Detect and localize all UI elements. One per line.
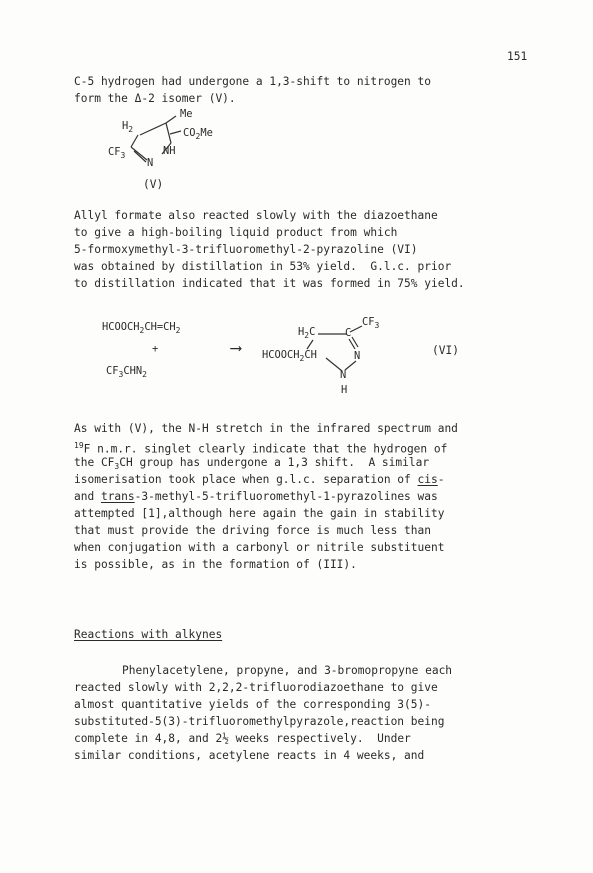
para4-line1: Phenylacetylene, propyne, and 3-bromopropyne each [122,664,453,677]
reaction-vi-label: (VI) [432,344,459,357]
reaction-arrow: ⟶ [231,338,241,357]
para3-line5: and trans-3-methyl-5-trifluoromethyl-1-pyrazolines was [74,490,438,503]
para2-line5: to distillation indicated that it was formed in 75% yield. [74,277,465,290]
product-n-bottom: N [340,369,347,381]
para4-line5: complete in 4,8, and 2½ weeks respectively. Under [74,732,411,745]
para3-line9: is possible, as in the formation of (III). [74,558,357,571]
para4-line4: substituted-5(3)-trifluoromethylpyrazole,reaction being [74,715,445,728]
plus-sign: + [152,343,159,355]
para3-line4: isomerisation took place when g.l.c. separation of cis- [74,473,445,486]
struct-v-h2: $H_2$ [122,120,134,135]
product-h: H [341,384,348,396]
product-cf3: $CF_3$ [362,316,380,331]
product-c: C [345,327,352,339]
para3-line6: attempted [1],although here again the gain in stability [74,507,445,520]
para2-line3: 5-formoxymethyl-3-trifluoromethyl-2-pyrazoline (VI) [74,243,418,256]
para3-line1: As with (V), the N-H stretch in the infrared spectrum and [74,422,458,435]
reactant2: $CF_3CHN_2$ [106,365,147,380]
para1-line1: C-5 hydrogen had undergone a 1,3-shift to nitrogen to [74,75,431,88]
struct-v-nh: NH [163,145,176,157]
section-heading: Reactions with alkynes [74,628,223,641]
product-ch2: $H_2C$ [298,326,316,341]
para4-line3: almost quantitative yields of the corresponding 3(5)- [74,698,431,711]
para2-line4: was obtained by distillation in 53% yield. G.l.c. prior [74,260,452,273]
para3-line7: that must provide the driving force is much less than [74,524,431,537]
para1-line2: form the Δ-2 isomer (V). [74,92,236,105]
para2-line1: Allyl formate also reacted slowly with the diazoethane [74,209,438,222]
reactant1: $HCOOCH_2CH=CH_2$ [102,321,181,336]
para2-line2: to give a high-boiling liquid product from which [74,226,398,239]
para3-line8: when conjugation with a carbonyl or nitrile substituent [74,541,445,554]
page-number: 151 [507,50,528,63]
para3-line3: the $CF_3CH$ group has undergone a 1,3 shift. A similar [74,456,430,472]
product-substituent: $HCOOCH_2CH$ [262,349,317,364]
para3-line2: $^{19}$F n.m.r. singlet clearly indicate that the hydrogen of [74,441,448,456]
product-n-right: N [354,350,361,362]
struct-v-co2me: $CO_2Me$ [183,127,213,142]
para4-line2: reacted slowly with 2,2,2-trifluorodiazoethane to give [74,681,438,694]
struct-v-label: (V) [143,178,164,191]
struct-v-n: N [147,157,154,169]
struct-v-me: Me [180,108,193,120]
struct-v-cf3: $CF_3$ [108,146,126,161]
para4-line6: similar conditions, acetylene reacts in 4 weeks, and [74,749,425,762]
